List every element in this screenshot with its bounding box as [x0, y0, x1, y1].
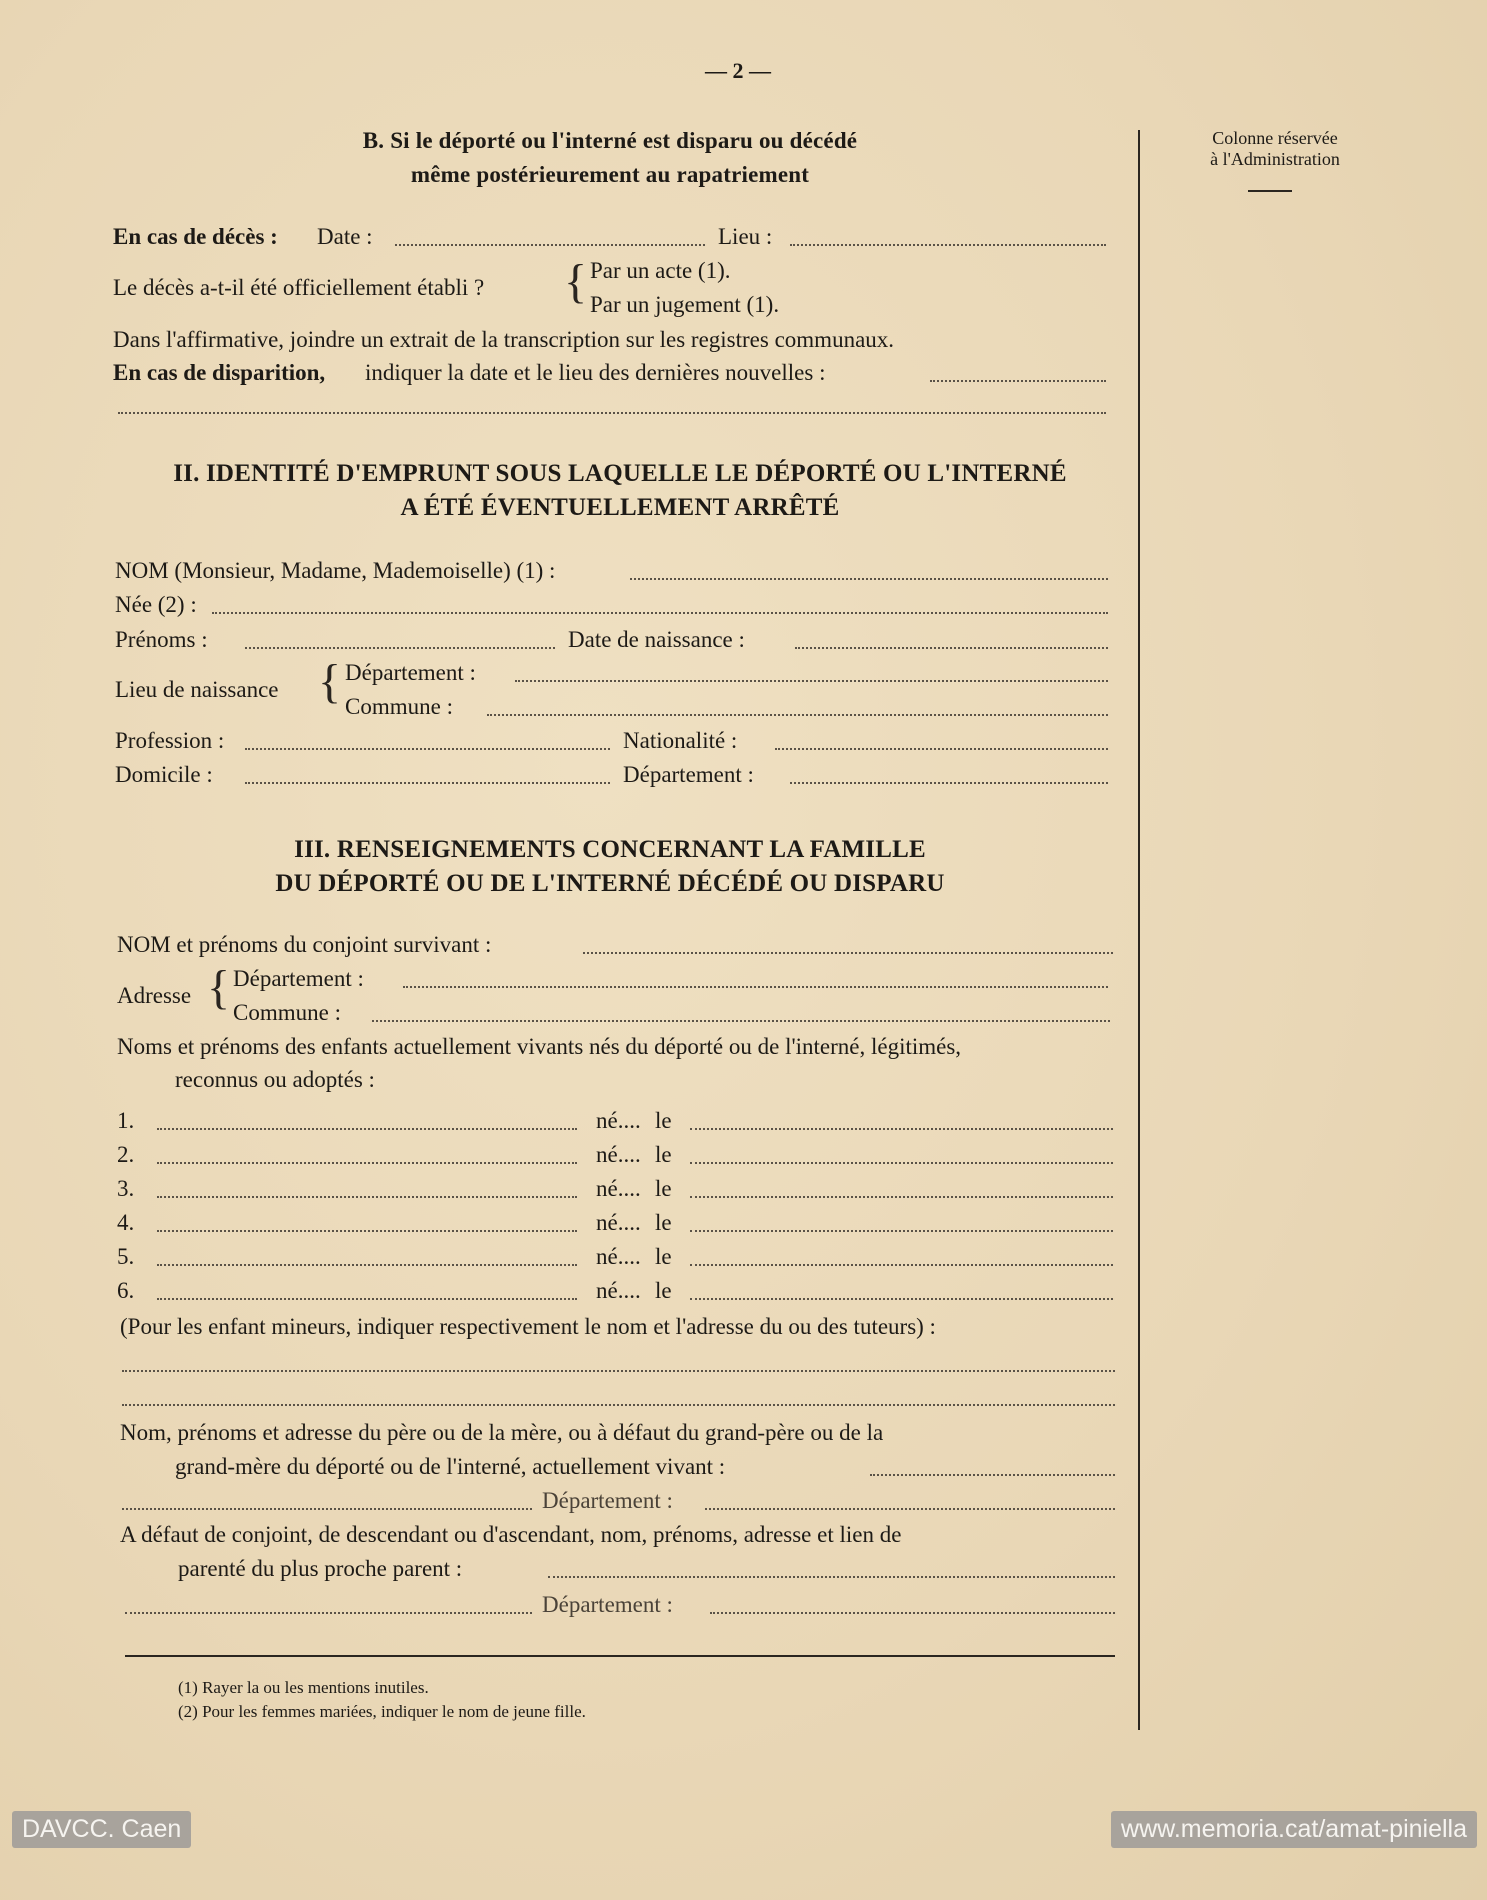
admin-column-header	[1170, 128, 1380, 170]
affirmative-text: Dans l'affirmative, joindre un extrait de la transcription sur les registres communaux.	[113, 327, 895, 352]
brace-lieu-naissance: {	[318, 655, 342, 708]
section-ii-title-line1: II. IDENTITÉ D'EMPRUNT SOUS LAQUELLE LE DÉPORTÉ OU L'INTERNÉ	[173, 460, 1067, 487]
iii-parents-departement-label: Département :	[542, 1488, 673, 1513]
ii-departement-field[interactable]	[515, 680, 1108, 682]
deces-lieu-label: Lieu :	[718, 224, 773, 249]
child-4-name-field[interactable]	[157, 1230, 577, 1232]
ii-domicile-label: Domicile :	[115, 762, 213, 787]
child-6-number: 6.	[117, 1278, 135, 1303]
iii-parents-departement-field[interactable]	[705, 1508, 1115, 1510]
ii-nom-label: NOM (Monsieur, Madame, Mademoiselle) (1) :	[115, 558, 556, 583]
iii-parents-field-line1[interactable]	[870, 1474, 1115, 1476]
child-3-le: le	[655, 1176, 672, 1201]
iii-tuteurs-field-line1[interactable]	[122, 1370, 1115, 1372]
section-b-title-line2: même postérieurement au rapatriement	[410, 162, 810, 187]
iii-departement-field[interactable]	[403, 986, 1108, 988]
ii-profession-label: Profession :	[115, 728, 225, 753]
section-b-title-line1: B. Si le déporté ou l'interné est disparu ou décédé	[362, 128, 858, 153]
ii-nationalite-label: Nationalité :	[623, 728, 738, 753]
option-par-acte[interactable]: Par un acte (1).	[590, 258, 731, 283]
child-5-ne: né....	[596, 1244, 641, 1269]
iii-defaut-line1: A défaut de conjoint, de descendant ou d'ascendant, nom, prénoms, adresse et lien de	[120, 1522, 902, 1547]
ii-nee-field[interactable]	[212, 612, 1108, 614]
child-1-number: 1.	[117, 1108, 135, 1133]
iii-conjoint-label: NOM et prénoms du conjoint survivant :	[117, 932, 492, 957]
disparition-text: indiquer la date et le lieu des dernières nouvelles :	[365, 360, 826, 385]
iii-commune-label: Commune :	[233, 1000, 341, 1025]
brace-adresse: {	[207, 961, 231, 1014]
deces-date-label: Date :	[317, 224, 373, 249]
iii-mineurs-text: (Pour les enfant mineurs, indiquer respectivement le nom et l'adresse du ou des tuteurs) :	[120, 1314, 936, 1339]
admin-column-line1: Colonne réservée	[1212, 128, 1338, 148]
deces-officiel-label: Le décès a-t-il été officiellement établi ?	[113, 275, 485, 300]
ii-departement2-field[interactable]	[790, 782, 1108, 784]
footnote-2: (2) Pour les femmes mariées, indiquer le nom de jeune fille.	[178, 1702, 586, 1721]
child-1-le: le	[655, 1108, 672, 1133]
disparition-field-line2[interactable]	[118, 412, 1106, 414]
ii-profession-field[interactable]	[245, 748, 610, 750]
child-6-ne: né....	[596, 1278, 641, 1303]
ii-prenoms-field[interactable]	[245, 647, 555, 649]
iii-defaut-departement-label: Département :	[542, 1592, 673, 1617]
child-2-number: 2.	[117, 1142, 135, 1167]
section-iii-title-line2: DU DÉPORTÉ OU DE L'INTERNÉ DÉCÉDÉ OU DISPARU	[275, 870, 945, 897]
section-ii-title-line2: A ÉTÉ ÉVENTUELLEMENT ARRÊTÉ	[400, 494, 840, 521]
iii-defaut-departement-field[interactable]	[710, 1612, 1115, 1614]
child-2-date-field[interactable]	[690, 1162, 1113, 1164]
ii-nationalite-field[interactable]	[775, 748, 1108, 750]
ii-commune-field[interactable]	[487, 714, 1108, 716]
deces-label: En cas de décès :	[113, 224, 278, 249]
ii-departement2-label: Département :	[623, 762, 754, 787]
iii-adresse-label: Adresse	[117, 983, 192, 1008]
child-6-le: le	[655, 1278, 672, 1303]
disparition-field-line1[interactable]	[930, 380, 1106, 382]
iii-enfants-line2: reconnus ou adoptés :	[175, 1067, 375, 1092]
admin-column-rule	[1248, 190, 1292, 192]
admin-column-separator	[1138, 130, 1140, 1730]
ii-nee-label: Née (2) :	[115, 592, 197, 617]
iii-departement-label: Département :	[233, 966, 364, 991]
option-par-jugement[interactable]: Par un jugement (1).	[590, 292, 780, 317]
ii-domicile-field[interactable]	[245, 782, 610, 784]
admin-column-line2: à l'Administration	[1210, 149, 1340, 169]
iii-conjoint-field[interactable]	[583, 952, 1113, 954]
ii-prenoms-label: Prénoms :	[115, 627, 208, 652]
child-1-name-field[interactable]	[157, 1128, 577, 1130]
child-1-date-field[interactable]	[690, 1128, 1113, 1130]
iii-defaut-line2: parenté du plus proche parent :	[178, 1556, 463, 1581]
footnote-separator	[125, 1655, 1115, 1657]
child-3-name-field[interactable]	[157, 1196, 577, 1198]
deces-date-field[interactable]	[395, 244, 705, 246]
child-2-ne: né....	[596, 1142, 641, 1167]
iii-parents-field-line2[interactable]	[122, 1508, 532, 1510]
child-4-ne: né....	[596, 1210, 641, 1235]
child-4-le: le	[655, 1210, 672, 1235]
page-number: — 2 —	[705, 58, 771, 83]
child-2-name-field[interactable]	[157, 1162, 577, 1164]
ii-commune-label: Commune :	[345, 694, 453, 719]
ii-date-naissance-field[interactable]	[795, 647, 1108, 649]
iii-defaut-field-line2[interactable]	[125, 1612, 532, 1614]
child-3-ne: né....	[596, 1176, 641, 1201]
ii-lieu-naissance-label: Lieu de naissance	[115, 677, 279, 702]
child-3-date-field[interactable]	[690, 1196, 1113, 1198]
iii-enfants-line1: Noms et prénoms des enfants actuellement vivants nés du déporté ou de l'interné, légitimés,	[117, 1034, 962, 1059]
ii-departement-label: Département :	[345, 660, 476, 685]
child-4-date-field[interactable]	[690, 1230, 1113, 1232]
child-2-le: le	[655, 1142, 672, 1167]
deces-lieu-field[interactable]	[790, 244, 1106, 246]
child-3-number: 3.	[117, 1176, 135, 1201]
iii-parents-line2: grand-mère du déporté ou de l'interné, actuellement vivant :	[175, 1454, 726, 1479]
child-5-date-field[interactable]	[690, 1264, 1113, 1266]
ii-nom-field[interactable]	[630, 578, 1108, 580]
watermark-url[interactable]: www.memoria.cat/amat-piniella	[1111, 1811, 1477, 1848]
child-4-number: 4.	[117, 1210, 135, 1235]
brace-deces: {	[564, 255, 588, 308]
disparition-label: En cas de disparition,	[113, 360, 326, 385]
child-1-ne: né....	[596, 1108, 641, 1133]
child-5-number: 5.	[117, 1244, 135, 1269]
child-6-date-field[interactable]	[690, 1298, 1113, 1300]
iii-tuteurs-field-line2[interactable]	[122, 1404, 1115, 1406]
iii-parents-line1: Nom, prénoms et adresse du père ou de la mère, ou à défaut du grand-père ou de la	[120, 1420, 884, 1445]
child-5-le: le	[655, 1244, 672, 1269]
section-iii-title-line1: III. RENSEIGNEMENTS CONCERNANT LA FAMILLE	[294, 836, 926, 863]
iii-defaut-field-line1[interactable]	[548, 1576, 1115, 1578]
watermark-archive: DAVCC. Caen	[12, 1811, 191, 1848]
iii-commune-field[interactable]	[372, 1020, 1110, 1022]
child-5-name-field[interactable]	[157, 1264, 577, 1266]
child-6-name-field[interactable]	[157, 1298, 577, 1300]
footnote-1: (1) Rayer la ou les mentions inutiles.	[178, 1678, 429, 1697]
ii-date-naissance-label: Date de naissance :	[568, 627, 745, 652]
